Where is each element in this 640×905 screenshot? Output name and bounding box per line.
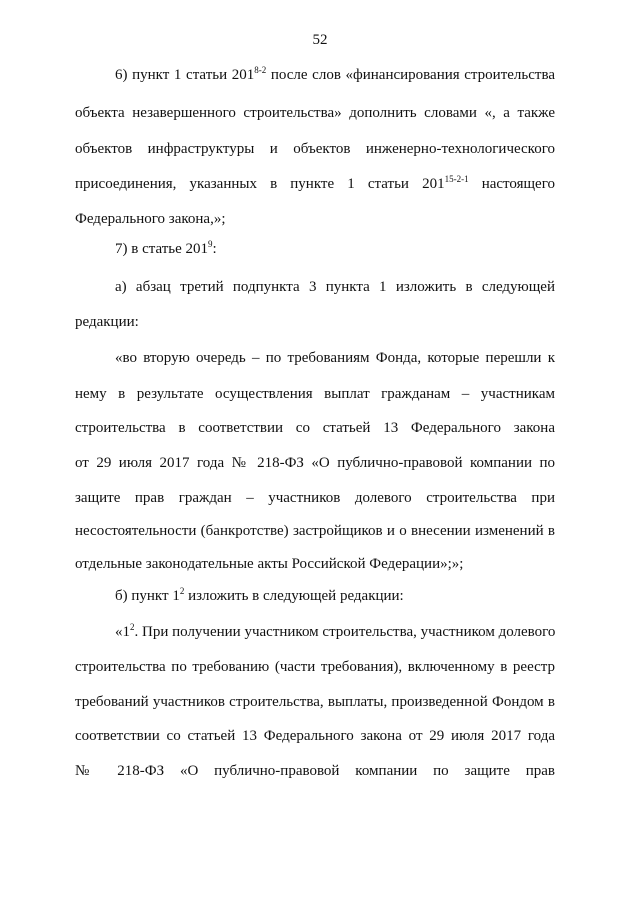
text-line: от 29 июля 2017 года № 218-ФЗ «О публично-правовой компании по: [75, 455, 555, 471]
text-line: несостоятельности (банкротстве) застройщиков и о внесении изменений в: [75, 523, 555, 539]
text-line: строительства по требованию (части требования), включенному в реестр: [75, 659, 555, 675]
text-line: № 218-ФЗ «О публично-правовой компании по защите прав: [75, 763, 555, 779]
text-line: а) абзац третий подпункта 3 пункта 1 изложить в следующей: [115, 279, 555, 295]
text-line: 6) пункт 1 статьи 201$^{8-2}$ после слов «финансирования строительства: [115, 65, 555, 83]
text-line: редакции:: [75, 314, 139, 330]
text-line: «во вторую очередь – по требованиям Фонда, которые перешли к: [115, 350, 555, 366]
text-line: Федерального закона,»;: [75, 211, 226, 227]
text-line: нему в результате осуществления выплат гражданам – участникам: [75, 386, 555, 402]
text-line: соответствии со статьей 13 Федерального закона от 29 июля 2017 года: [75, 728, 555, 744]
text-line: присоединения, указанных в пункте 1 статьи 201$^{15-2-1}$ настоящего: [75, 174, 555, 192]
text-line: требований участников строительства, выплаты, произведенной Фондом в: [75, 694, 555, 710]
text-line: объектов инфраструктуры и объектов инженерно-технологического: [75, 141, 555, 157]
text-line: объекта незавершенного строительства» дополнить словами «, а также: [75, 105, 555, 121]
page-number: 52: [312, 32, 328, 48]
text-line: «$1^2$. При получении участником строительства, участником долевого: [115, 622, 556, 640]
text-line: защите прав граждан – участников долевого строительства при: [75, 490, 555, 506]
text-line: строительства в соответствии со статьей 13 Федерального закона: [75, 420, 555, 436]
text-line: отдельные законодательные акты Российской Федерации»;»;: [75, 556, 464, 572]
text-line: 7) в статье $201^9$:: [115, 239, 217, 257]
text-line: б) пункт $1^2$ изложить в следующей редакции:: [115, 586, 404, 604]
